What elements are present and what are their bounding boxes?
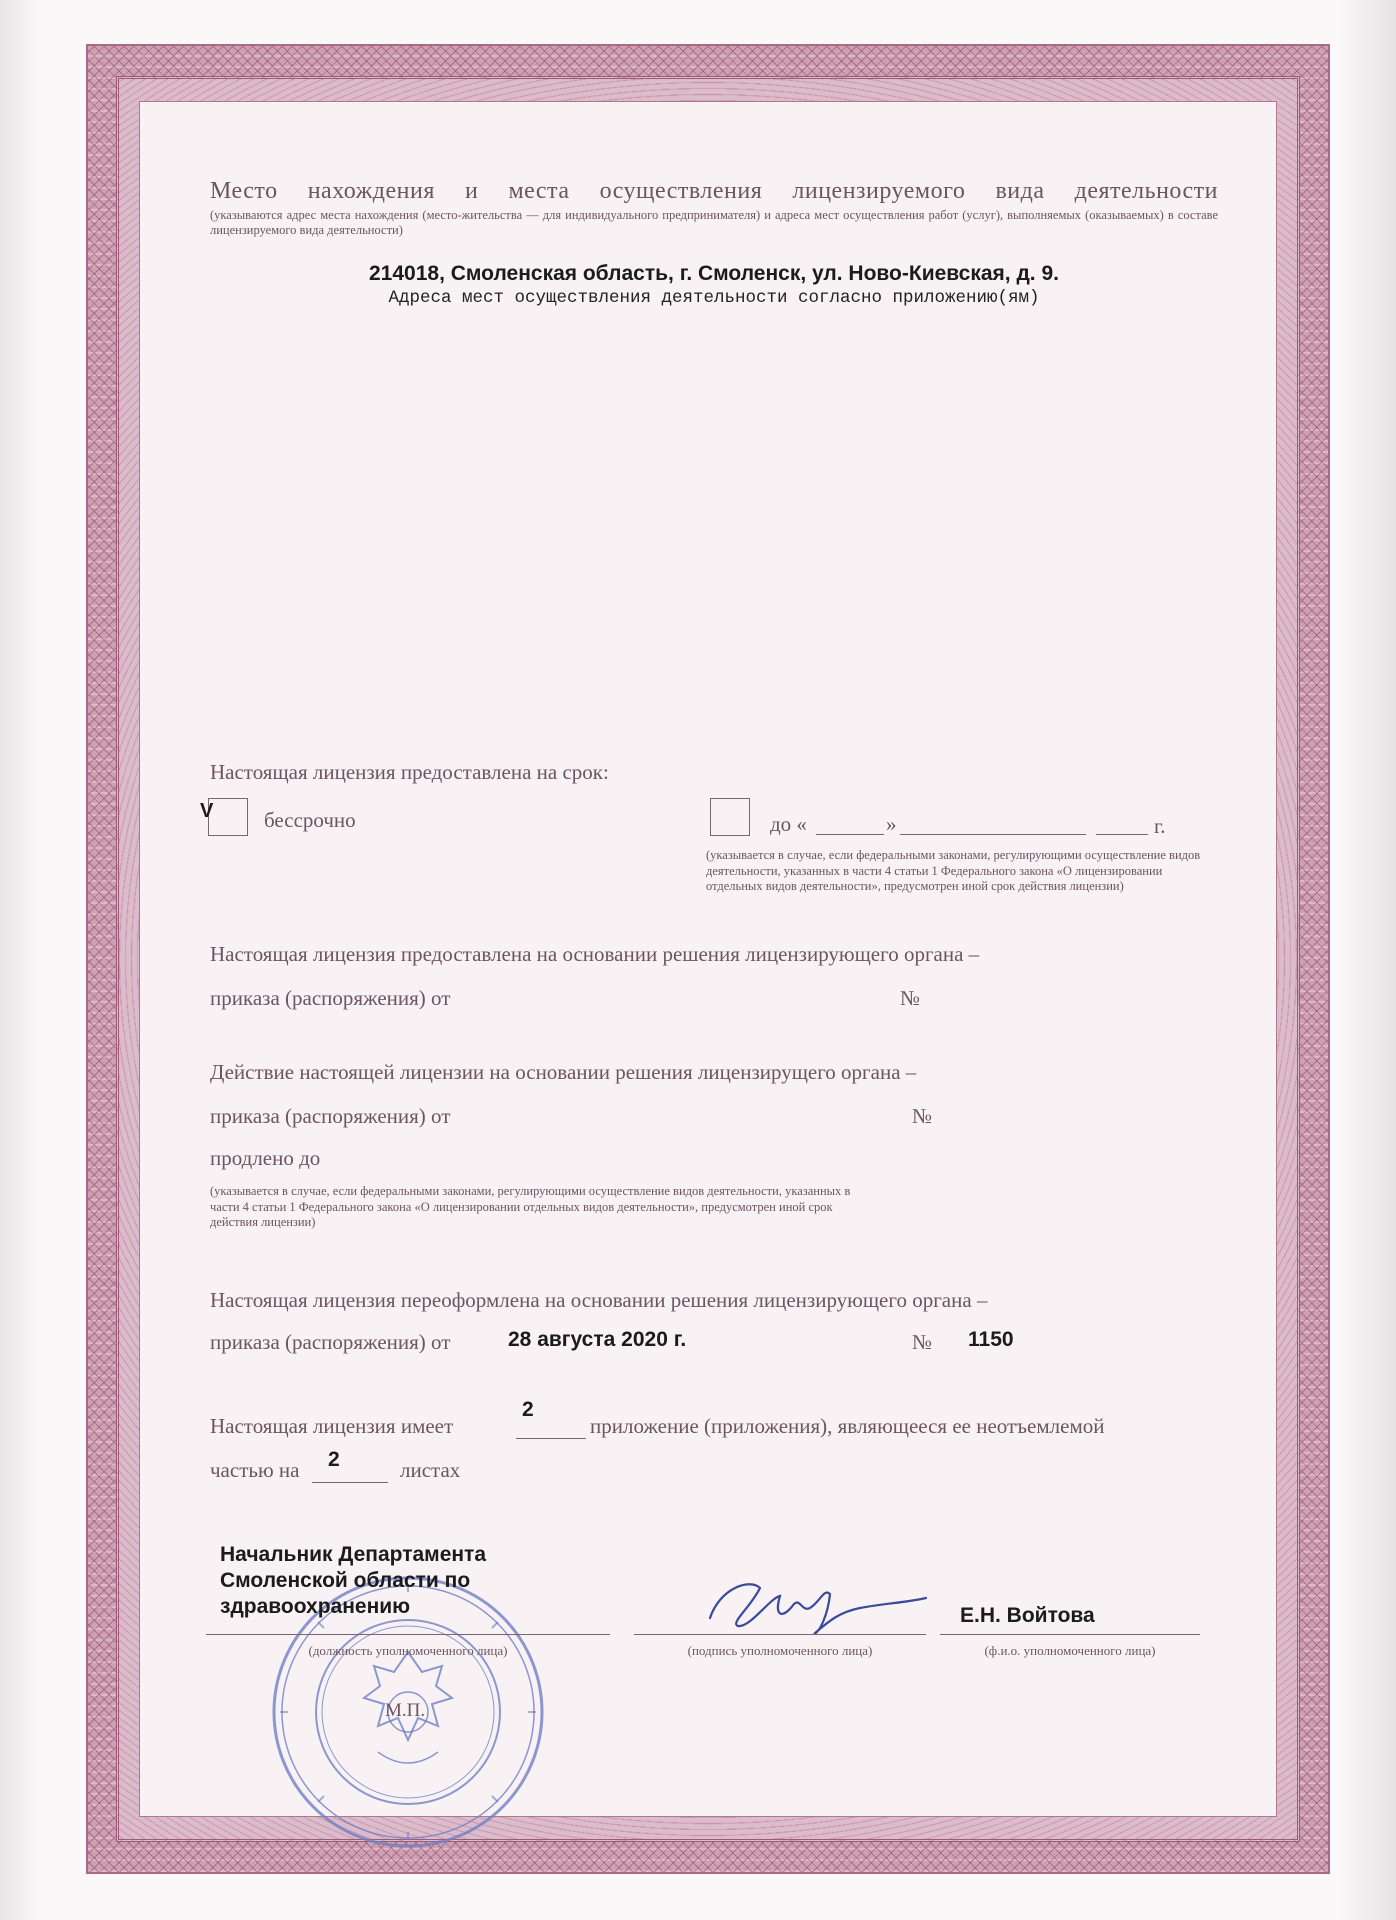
appendix-suffix: приложение (приложения), являющееся ее неотъемлемой (590, 1414, 1105, 1438)
handwritten-signature (690, 1568, 930, 1640)
basis-order-label: приказа (распоряжения) от (210, 986, 451, 1010)
extension-line: Действие настоящей лицензии на основании решения лицензирущего органа – (210, 1060, 917, 1084)
extended-label: продлено до (210, 1146, 321, 1170)
appendix-sheets: 2 (328, 1448, 340, 1471)
until-prefix: до « (770, 812, 807, 836)
extension-note: (указывается в случае, если федеральными законами, регулирующими осуществление видов деятельности, указанных в части 4 статьи 1 Федерального закона «О лицензировании отдельных видов деятельности», предусмотрен иной срок действия лицензии) (210, 1184, 851, 1229)
check-mark: V (200, 800, 214, 822)
until-month-line (900, 834, 1086, 835)
appendix-parts-prefix: частью на (210, 1458, 300, 1482)
until-note: (указывается в случае, если федеральными законами, регулирующими осуществление видов деятельности, указанных в части 4 статьи 1 Федерального закона «О лицензировании отдельных видов деятельности», предусмотрен иной срок действия лицензии) (706, 848, 1201, 893)
reissue-date: 28 августа 2020 г. (508, 1328, 687, 1351)
unlimited-label: бессрочно (264, 808, 356, 832)
until-date-checkbox[interactable] (710, 798, 750, 836)
addresses-note: Адреса мест осуществления деятельности согласно приложению(ям) (388, 288, 1040, 308)
signatory-name: Е.Н. Войтова (960, 1604, 1095, 1627)
basis-line: Настоящая лицензия предоставлена на основании решения лицензирующего органа – (210, 942, 980, 966)
position-line (206, 1634, 610, 1635)
term-heading: Настоящая лицензия предоставлена на срок: (210, 760, 609, 784)
basis-number-sign: № (900, 986, 921, 1010)
until-year-line (1096, 834, 1148, 835)
unlimited-checkbox[interactable] (208, 798, 248, 836)
appendix-sheets-suffix: листах (400, 1458, 461, 1482)
signature-line (634, 1634, 926, 1635)
appendix-count: 2 (522, 1398, 534, 1421)
extension-number-sign: № (912, 1104, 933, 1128)
name-line (940, 1634, 1200, 1635)
address-value: 214018, Смоленская область, г. Смоленск, ул. Ново-Киевская, д. 9. (369, 262, 1059, 285)
until-mid: » (886, 812, 897, 836)
name-caption: (ф.и.о. уполномоченного лица) (984, 1643, 1156, 1658)
location-heading: Место нахождения и места осуществления лицензируемого вида деятельности (210, 178, 1218, 204)
appendix-prefix: Настоящая лицензия имеет (210, 1414, 454, 1438)
appendix-count-line (516, 1438, 586, 1439)
until-year-suffix: г. (1154, 814, 1166, 838)
extension-order-label: приказа (распоряжения) от (210, 1104, 451, 1128)
until-day-line (816, 834, 884, 835)
reissue-number: 1150 (968, 1328, 1014, 1351)
reissue-number-sign: № (912, 1330, 933, 1354)
seal-place-mark: М.П. (385, 1700, 426, 1721)
reissue-order-label: приказа (распоряжения) от (210, 1330, 451, 1354)
reissue-line: Настоящая лицензия переоформлена на основании решения лицензирующего органа – (210, 1288, 988, 1312)
signatory-position: Начальник Департамента Смоленской области по здравоохранению (220, 1543, 487, 1618)
position-caption: (должность уполномоченного лица) (308, 1643, 508, 1658)
location-note: (указываются адрес места нахождения (место-жительства — для индивидуального предпринимателя) и адреса мест осуществления работ (услуг), выполняемых (оказываемых) в составе лицензируемого вида деятельности) (210, 208, 1218, 237)
signature-caption: (подпись уполномоченного лица) (687, 1643, 873, 1658)
appendix-sheets-line (312, 1482, 388, 1483)
